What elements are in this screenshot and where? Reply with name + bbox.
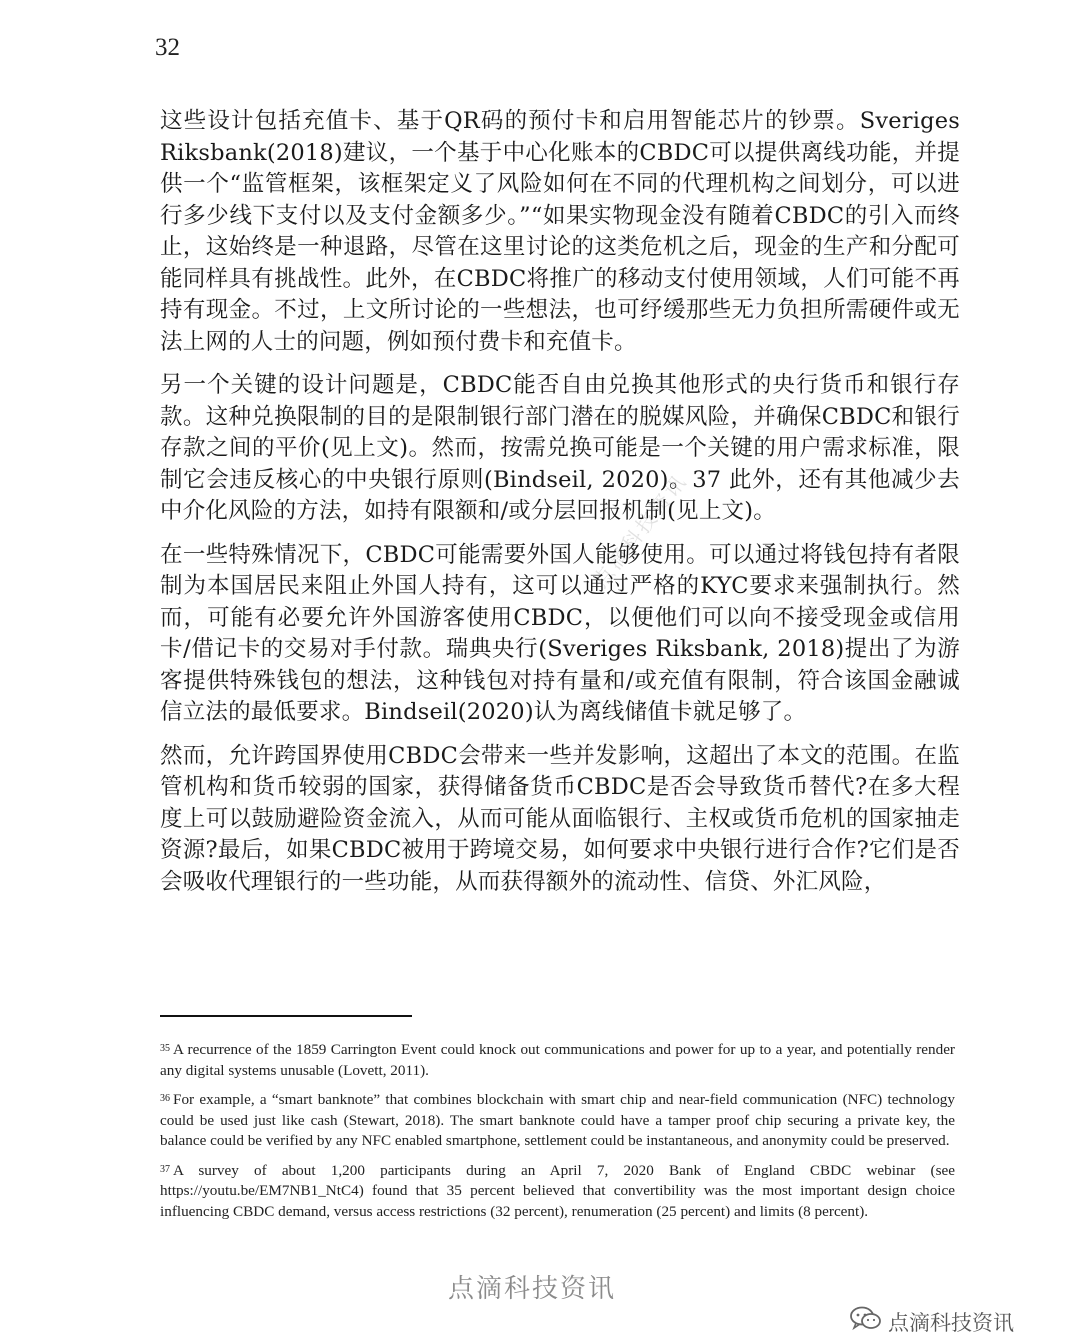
footnote-text: For example, a “smart banknote” that combines blockchain with smart chip and near-field communication (NFC) technology could be used just like cash (Stewart, 2018). The smart banknote could have a tamper proof chip securing a private key, the balance could be verified by any NFC enabled smartphone, settlement could be instantaneous, and anonymity could be preserved. xyxy=(160,1091,955,1149)
wechat-account-name: 点滴科技资讯 xyxy=(888,1310,1014,1335)
page-number: 32 xyxy=(155,34,180,61)
paragraph-2: 另一个关键的设计问题是，CBDC能否自由兑换其他形式的央行货币和银行存款。这种兑换限制的目的是限制银行部门潜在的脱媒风险，并确保CBDC和银行存款之间的平价(见上文)。然而，按需兑换可能是一个关键的用户需求标准，限制它会违反核心的中央银行原则(Bindseil, 2020)。37 此外，还有其他减少去中介化风险的方法，如持有限额和/或分层回报机制(见上文)。 xyxy=(160,372,960,524)
paragraph-4: 然而，允许跨国界使用CBDC会带来一些并发影响，这超出了本文的范围。在监管机构和货币较弱的国家，获得储备货币CBDC是否会导致货币替代?在多大程度上可以鼓励避险资金流入，从而可能从面临银行、主权或货币危机的国家抽走资源?最后，如果CBDC被用于跨境交易，如何要求中央银行进行合作?它们是否会吸收代理银行的一些功能，从而获得额外的流动性、信贷、外汇风险， xyxy=(160,742,960,895)
faint-watermark: 点滴科技资讯 xyxy=(588,468,693,593)
paragraph-1: 这些设计包括充值卡、基于QR码的预付卡和启用智能芯片的钞票。Sveriges Riksbank(2018)建议，一个基于中心化账本的CBDC可以提供离线功能，并提供一个“监管框架，该框架定义了风险如何在不同的代理机构之间划分，可以进行多少线下支付以及支付金额多少。”“如果实物现金没有随着CBDC的引入而终止，这始终是一种退路，尽管在这里讨论的这类危机之后，现金的生产和分配可能同样具有挑战性。此外，在CBDC将推广的移动支付使用领域，人们可能不再持有现金。不过，上文所讨论的一些想法，也可纾缓那些无力负担所需硬件或无法上网的人士的问题，例如预付费卡和充值卡。 xyxy=(160,108,960,355)
footnote-mark: 36 xyxy=(160,1093,170,1104)
body-text xyxy=(160,106,960,910)
footnote-mark: 37 xyxy=(160,1163,170,1175)
footnote-divider xyxy=(160,1015,412,1017)
bottom-watermark: 点滴科技资讯 xyxy=(448,1274,617,1304)
wechat-icon xyxy=(850,1306,882,1337)
wechat-credit xyxy=(850,1306,1014,1337)
footnote-mark: 35 xyxy=(160,1043,170,1054)
paragraph-3: 在一些特殊情况下，CBDC可能需要外国人能够使用。可以通过将钱包持有者限制为本国居民来阻止外国人持有，这可以通过严格的KYC要求来强制执行。然而，可能有必要允许外国游客使用CBDC，以便他们可以向不接受现金或信用卡/借记卡的交易对手付款。瑞典央行(Sveriges Riksbank, 2018)提出了为游客提供特殊钱包的想法，这种钱包对持有量和/或充值有限制，符合该国金融诚信立法的最低要求。Bindseil(2020)认为离线储值卡就足够了。 xyxy=(160,541,960,725)
footnote-text: A recurrence of the 1859 Carrington Event could knock out communications and power for up to a year, and potentially render any digital systems unusable (Lovett, 2011). xyxy=(160,1041,955,1079)
footnote-37 xyxy=(160,1161,955,1223)
footnote-text: A survey of about 1,200 participants during an April 7, 2020 Bank of England CBDC webinar (see https://youtu.be/EM7NB1_NtC4) found that 35 percent believed that convertibility was the most important design choice influencing CBDC demand, versus access restrictions (32 percent), renumeration (25 percent) and limits (8 percent). xyxy=(160,1161,955,1220)
footnote-35 xyxy=(160,1040,955,1081)
footnote-36 xyxy=(160,1090,955,1152)
footnotes xyxy=(160,1040,955,1231)
